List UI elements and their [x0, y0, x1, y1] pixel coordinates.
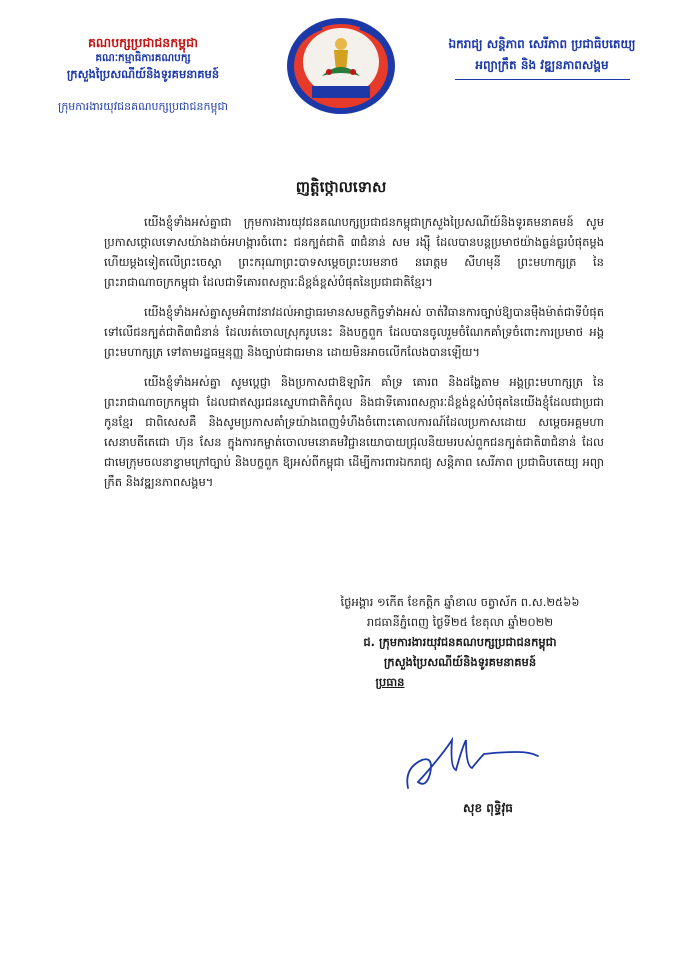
paragraph-3: យើងខ្ញុំទាំងអស់គ្នា សូមប្តេជ្ញា និងប្រកាសជាឱឡារិក គាំទ្រ គោរព និងដង្ហែតាម អង្គព្រះមហាក្សត្រ នៃព្រះរាជាណាចក្រកម្ពុជា ដែលជាឥស្សរជនស្នេហាជាតិកំពូល និងជាទីគោរពសក្ការៈដ៏ខ្ពង់ខ្ពស់បំផុតនៃយើងខ្ញុំដែលជាប្រជាកូនខ្មែរ ជាពិសេសគឺ និងសូមប្រកាសគាំទ្រយ៉ាងពេញទំហឹងចំពោះគោលការណ៍ដែលប្រកាសដោយ សម្តេចអគ្គមហាសេនាបតីតេជោ ហ៊ុន សែន ក្នុងការកម្ចាត់ចោលមនោគមវិជ្ជានយោបាយជ្រុលនិយមរបស់ពួកជនក្បត់ជាតិ៣ជំនាន់ ដែលជាមេក្រុមចលនាខ្វាមក្រៅច្បាប់ និងបក្ខពួក ឱ្យអស់ពីកម្ពុជា ដើម្បីការពារឯករាជ្យ សន្តិភាព សេរីភាព ប្រជាធិបតេយ្យ អព្យាក្រឹត និងវឌ្ឍនភាពសង្គម។ [104, 375, 604, 489]
ministry-name: ក្រសួងប្រៃសណីយ៍និងទូរគមនាគមន៍ [66, 67, 220, 81]
header-right [418, 34, 666, 80]
party-name: គណបក្សប្រជាជនកម្ពុជា [88, 35, 198, 50]
header-left [18, 34, 268, 115]
handwritten-signature [400, 718, 550, 798]
closing-block [290, 592, 630, 692]
youth-group-name: ក្រុមការងារយុវជនគណបក្សប្រជាជនកម្ពុជា [58, 100, 228, 113]
signing-org-line1: ជ. ក្រុមការងារយុវជនគណបក្សប្រជាជនកម្ពុជា [363, 635, 557, 649]
signer-name: សុខ ពុទ្ធិវុធ [463, 801, 513, 815]
header-divider [455, 79, 630, 80]
party-committee: គណៈកម្មាធិការគណបក្ស [95, 52, 191, 64]
document-body [104, 212, 604, 502]
signer-role: ប្រធាន [375, 675, 405, 689]
paragraph-1: យើងខ្ញុំទាំងអស់គ្នាជា ក្រុមការងារយុវជនគណបក្សប្រជាជនកម្ពុជាក្រសួងប្រៃសណីយ៍និងទូរគមនាគមន៍ សូមប្រកាសថ្កោលទោសយ៉ាងដាច់អហង្ការចំពោះ ជនក្បត់ជាតិ ៣ជំនាន់ សម រង្ស៊ី ដែលបានបន្តប្រមាថយ៉ាងធ្ងន់ធ្ងរបំផុតម្តងហើយម្តងទៀតលើព្រះចេស្តា ព្រះករុណាព្រះបាទសម្តេចព្រះបរមនាថ នរោត្តម សីហមុនី ព្រះមហាក្សត្រ នៃព្រះរាជាណាចក្រកម្ពុជា ដែលជាទីគោរពសក្ការៈដ៏ខ្ពង់ខ្ពស់បំផុតនៃប្រជាជាតិខ្មែរ។ [104, 215, 604, 289]
national-motto-line2: អព្យាក្រឹត និង វឌ្ឍនភាពសង្គម [475, 58, 609, 72]
national-motto-line1: ឯករាជ្យ សន្តិភាព សេរីភាព ប្រជាធិបតេយ្យ [448, 37, 636, 51]
date-solar: រាជធានីភ្នំពេញ ថ្ងៃទី២៥ ខែតុលា ឆ្នាំ២០២២ [366, 615, 554, 629]
party-emblem-logo [282, 14, 400, 118]
paragraph-2: យើងខ្ញុំទាំងអស់គ្នាសូមអំពាវនាវដល់អាជ្ញាធរមានសមត្ថកិច្ចទាំងអស់ ចាត់វិធានការច្បាប់ឱ្យបានម៉ឺងម៉ាត់ជាទីបំផុតទៅលើជនក្បត់ជាតិ៣ជំនាន់ ដែលរត់ចោលស្រុករូបនេះ និងបក្ខពួក ដែលបានចូលរួមចំណែកគាំទ្រចំពោះការប្រមាថ អង្គព្រះមហាក្សត្រ ទៅតាមរដ្ឋធម្មនុញ្ញ និងច្បាប់ជាធរមាន ដោយមិនអាចលើកលែងបានឡើយ។ [104, 305, 604, 359]
signing-org-line2: ក្រសួងប្រៃសណីយ៍និងទូរគមនាគមន៍ [383, 655, 537, 669]
document-title: ញត្តិថ្កោលទោស [295, 178, 387, 196]
date-lunar: ថ្ងៃអង្គារ ១កើត ខែកត្តិក ឆ្នាំខាល ចត្វាស័ក ព.ស.២៥៦៦ [340, 595, 580, 609]
